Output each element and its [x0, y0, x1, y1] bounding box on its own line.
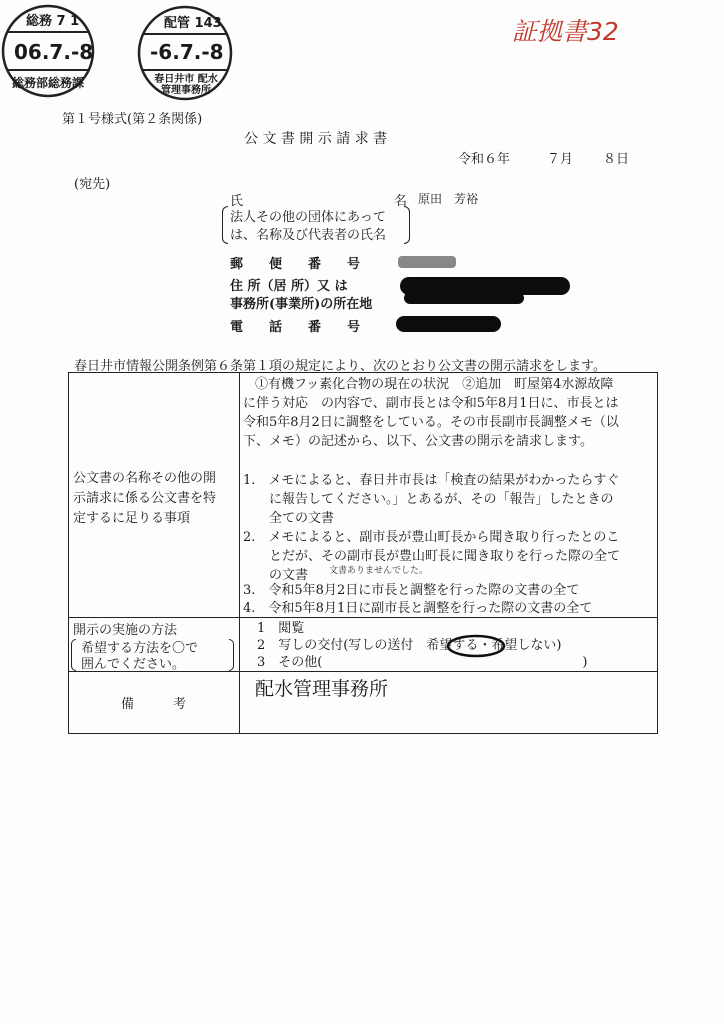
document-title: 公 文 書 開 示 請 求 書 — [244, 131, 388, 147]
row1-item1-line2: に報告してください。」とあるが、その「報告」したときの — [243, 492, 614, 507]
postal-label: 郵 便 番 号 — [230, 257, 361, 272]
row2-label-line3: 囲んでください。 — [81, 657, 186, 672]
received-stamp-left — [0, 2, 100, 102]
row1-label-line2: 示請求に係る公文書を特 — [73, 491, 217, 506]
row2-label-line1: 開示の実施の方法 — [73, 623, 178, 638]
remarks-label: 備 考 — [121, 697, 187, 712]
row1-item1-line3: 全ての文書 — [243, 511, 335, 526]
name-label-first: 氏 — [230, 194, 244, 209]
row1-item1-line1: 1. メモによると、春日井市長は「検査の結果がわかったらすぐ — [243, 473, 620, 488]
addressee-label: (宛先) — [74, 177, 111, 192]
evidence-number-handwritten: 証拠書32 — [512, 17, 619, 46]
received-stamp-right — [130, 4, 240, 104]
option-other: 3 その他( ) — [257, 655, 588, 670]
name-label-second: 名 — [394, 194, 408, 209]
row1-item2-line3: の文書 — [243, 568, 309, 583]
postal-redaction — [398, 256, 456, 268]
row1-label-line3: 定するに足りる事項 — [73, 511, 191, 526]
row1-content-line4: 下、メモ）の記述から、以下、公文書の開示を請求します。 — [243, 434, 593, 449]
row2-bracket-left — [71, 639, 76, 671]
remarks-handwritten: 配水管理事務所 — [255, 678, 389, 700]
address-label-line2: 事務所(事業所)の所在地 — [230, 297, 373, 312]
stamp-right-top: 配管 143 — [164, 16, 222, 31]
row1-handwritten-note: 文書ありませんでした。 — [329, 566, 429, 576]
row1-content-line2: に伴う対応 の内容で、副市長とは令和5年8月1日に、市長とは — [243, 396, 619, 411]
row1-label-line1: 公文書の名称その他の開 — [73, 471, 217, 486]
phone-label: 電 話 番 号 — [230, 320, 361, 335]
corp-bracket-right — [404, 206, 410, 244]
phone-redaction — [396, 316, 501, 332]
option-inspection: 1 閲覧 — [257, 621, 305, 636]
row2-label-line2: 希望する方法を〇で — [81, 641, 199, 656]
request-table — [68, 372, 658, 734]
date-year: 令和６年 — [458, 152, 511, 167]
table-column-divider — [239, 373, 240, 733]
intro-statement: 春日井市情報公開条例第６条第１項の規定により、次のとおり公文書の開示請求をします。 — [74, 359, 606, 374]
date-month: ７月 — [547, 152, 574, 167]
row1-content-line1: ①有機フッ素化合物の現在の状況 ②追加 町屋第4水源故障 — [255, 377, 614, 392]
address-label-line1: 住 所（居 所）又 は — [230, 279, 348, 294]
row1-content-line3: 令和5年8月2日に調整をしている。その市長副市長調整メモ（以 — [243, 415, 619, 430]
row1-item2-line1: 2. メモによると、副市長が豊山町長から聞き取り行ったとのこ — [243, 530, 620, 545]
corp-label-line1: 法人その他の団体にあって — [230, 210, 386, 225]
row1-item4: 4. 令和5年8月1日に副市長と調整を行った際の文書の全て — [243, 601, 593, 616]
row1-item3: 3. 令和5年8月2日に市長と調整を行った際の文書の全て — [243, 583, 580, 598]
corp-label-line2: は、名称及び代表者の氏名 — [230, 228, 387, 243]
row1-item2-line2: とだが、その副市長が豊山町長に聞き取りを行った際の全て — [243, 549, 621, 564]
date-day: ８日 — [603, 152, 630, 167]
corp-bracket-left — [222, 206, 228, 244]
stamp-left-top: 総務 7 1 — [26, 14, 80, 29]
option-copy-delivery: 2 写しの交付(写しの送付 希望する・希望しない) — [257, 638, 562, 653]
form-number: 第１号様式(第２条関係) — [62, 112, 203, 127]
row2-bracket-right — [229, 639, 234, 671]
hand-drawn-selection-circle — [445, 633, 507, 659]
stamp-left-bottom: 総務部総務課 — [12, 76, 85, 90]
stamp-right-bottom: 春日井市 配水管理事務所 — [154, 74, 218, 96]
requester-name: 原田 芳裕 — [418, 192, 479, 206]
stamp-right-date: -6.7.-8 — [150, 40, 224, 64]
address-redaction-2 — [404, 292, 524, 304]
stamp-left-date: 06.7.-8 — [14, 40, 94, 64]
